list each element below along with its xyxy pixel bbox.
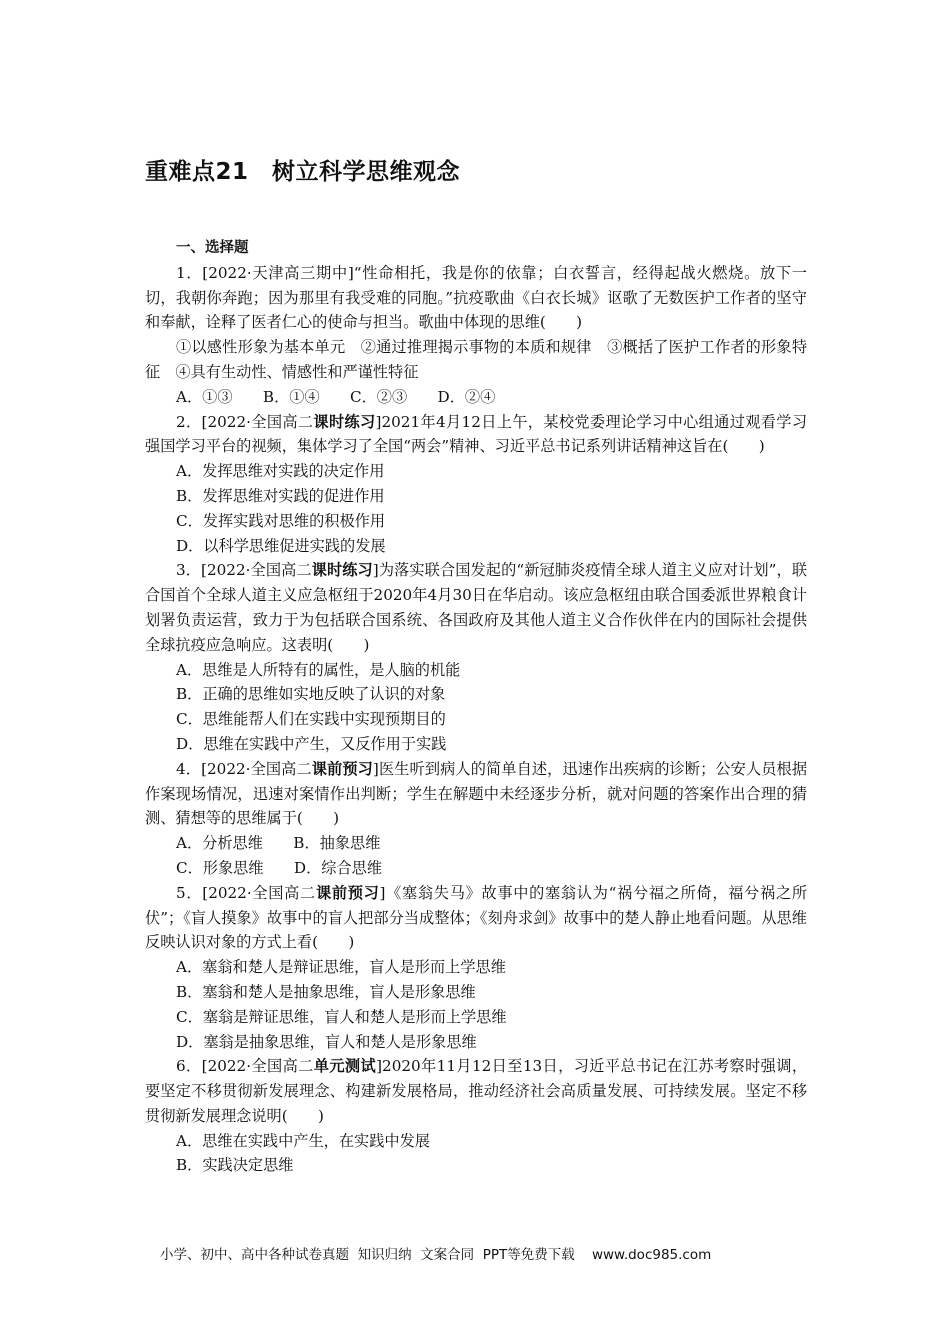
option-line: A．塞翁和楚人是辩证思维，盲人是形而上学思维 (176, 958, 506, 977)
question-stem (145, 261, 807, 335)
option-line: A．思维是人所特有的属性，是人脑的机能 (176, 660, 461, 679)
option-line: A．①③ B．①④ C．②③ D．②④ (176, 387, 496, 406)
page-title: 重难点21 树立科学思维观念 (145, 159, 461, 185)
question-text: 2021年4月12日上午，某校党委理论学习中心组通过观看学习强国学习平台的视频，集体学习了全国“两会”精神、习近平总书记系列讲话精神这旨在( ) (145, 412, 808, 456)
option-line: B．实践决定思维 (176, 1156, 294, 1175)
question-number: 2． (176, 412, 202, 431)
question-content (145, 236, 807, 1178)
question-text: 2020年11月12日至13日，习近平总书记在江苏考察时强调，要坚定不移贯彻新发展理念、构建新发展格局，推动经济社会高质量发展、可持续发展。坚定不移贯彻新发展理念说明( ) (145, 1057, 808, 1125)
question-source: [2022·天津高三期中] (202, 263, 354, 282)
question-stem (145, 881, 807, 955)
question-3 (145, 558, 807, 756)
question-text: 医生听到病人的简单自述，迅速作出疾病的诊断；公安人员根据作案现场情况，迅速对案情作出判断；学生在解题中未经逐步分析，就对问题的答案作出合理的猜测、猜想等的思维属于( ) (145, 759, 808, 828)
option-line: D．思维在实践中产生，又反作用于实践 (176, 734, 447, 753)
option-line: B．正确的思维如实地反映了认识的对象 (176, 685, 446, 704)
option-line: A．分析思维 B．抽象思维 (176, 834, 381, 853)
question-text: 《塞翁失马》故事中的塞翁认为“祸兮福之所倚，福兮祸之所伏”；《盲人摸象》故事中的盲人把部分当成整体；《刻舟求剑》故事中的楚人静止地看问题。从思维反映认识对象的方式上看( ) (145, 883, 808, 952)
question-stem (145, 410, 807, 460)
question-number: 4． (176, 759, 202, 778)
option-line: D．以科学思维促进实践的发展 (176, 536, 386, 555)
question-stem (145, 1054, 807, 1128)
option-line: C．塞翁是辩证思维，盲人和楚人是形而上学思维 (176, 1007, 507, 1026)
option-line: B．塞翁和楚人是抽象思维，盲人是形象思维 (176, 982, 476, 1001)
question-source: [2022·全国高二单元测试] (201, 1057, 383, 1076)
option-line: C．思维能帮人们在实践中实现预期目的 (176, 710, 446, 729)
question-6 (145, 1054, 807, 1178)
page-footer: 小学、初中、高中各种试卷真题 知识归纳 文案合同 PPT等免费下载 www.doc985.com (160, 1247, 712, 1263)
question-source: [2022·全国高二课前预习] (202, 883, 386, 902)
question-number: 5． (176, 883, 203, 902)
question-stem (145, 558, 807, 657)
option-line: C．形象思维 D．综合思维 (176, 858, 383, 877)
option-line: D．塞翁是抽象思维，盲人和楚人是形象思维 (176, 1032, 477, 1051)
question-2 (145, 410, 807, 559)
question-statements: ①以感性形象为基本单元 ②通过推理揭示事物的本质和规律 ③概括了医护工作者的形象特征 ④具有生动性、情感性和严谨性特征 (145, 338, 807, 381)
option-line: B．发挥思维对实践的促进作用 (176, 486, 385, 505)
question-text: 为落实联合国发起的“新冠肺炎疫情全球人道主义应对计划”，联合国首个全球人道主义应急枢纽于2020年4月30日在华启动。该应急枢纽由联合国委派世界粮食计划署负责运营，致力于为包括联合国系统、各国政府及其他人道主义合作伙伴在内的国际社会提供全球抗疫应急响应。这表明( ) (145, 561, 808, 654)
option-line: A．思维在实践中产生，在实践中发展 (176, 1131, 430, 1150)
question-4 (145, 757, 807, 881)
option-line: C．发挥实践对思维的积极作用 (176, 511, 386, 530)
question-number: 6． (176, 1057, 202, 1076)
question-number: 1． (176, 263, 203, 282)
section-heading: 一、选择题 (176, 240, 249, 256)
question-source: [2022·全国高二课时练习] (201, 412, 382, 431)
question-number: 3． (176, 561, 202, 580)
question-1 (145, 261, 807, 410)
question-source: [2022·全国高二课时练习] (201, 561, 379, 580)
question-stem (145, 757, 807, 831)
question-source: [2022·全国高二课前预习] (201, 759, 379, 778)
option-line: A．发挥思维对实践的决定作用 (176, 462, 385, 481)
question-text: “性命相托，我是你的依靠；白衣誓言，经得起战火燃烧。放下一切，我朝你奔跑；因为那里有我受难的同胞。”抗疫歌曲《白衣长城》讴歌了无数医护工作者的坚守和奉献，诠释了医者仁心的使命与担当。歌曲中体现的思维( ) (145, 263, 807, 332)
question-5 (145, 881, 807, 1055)
